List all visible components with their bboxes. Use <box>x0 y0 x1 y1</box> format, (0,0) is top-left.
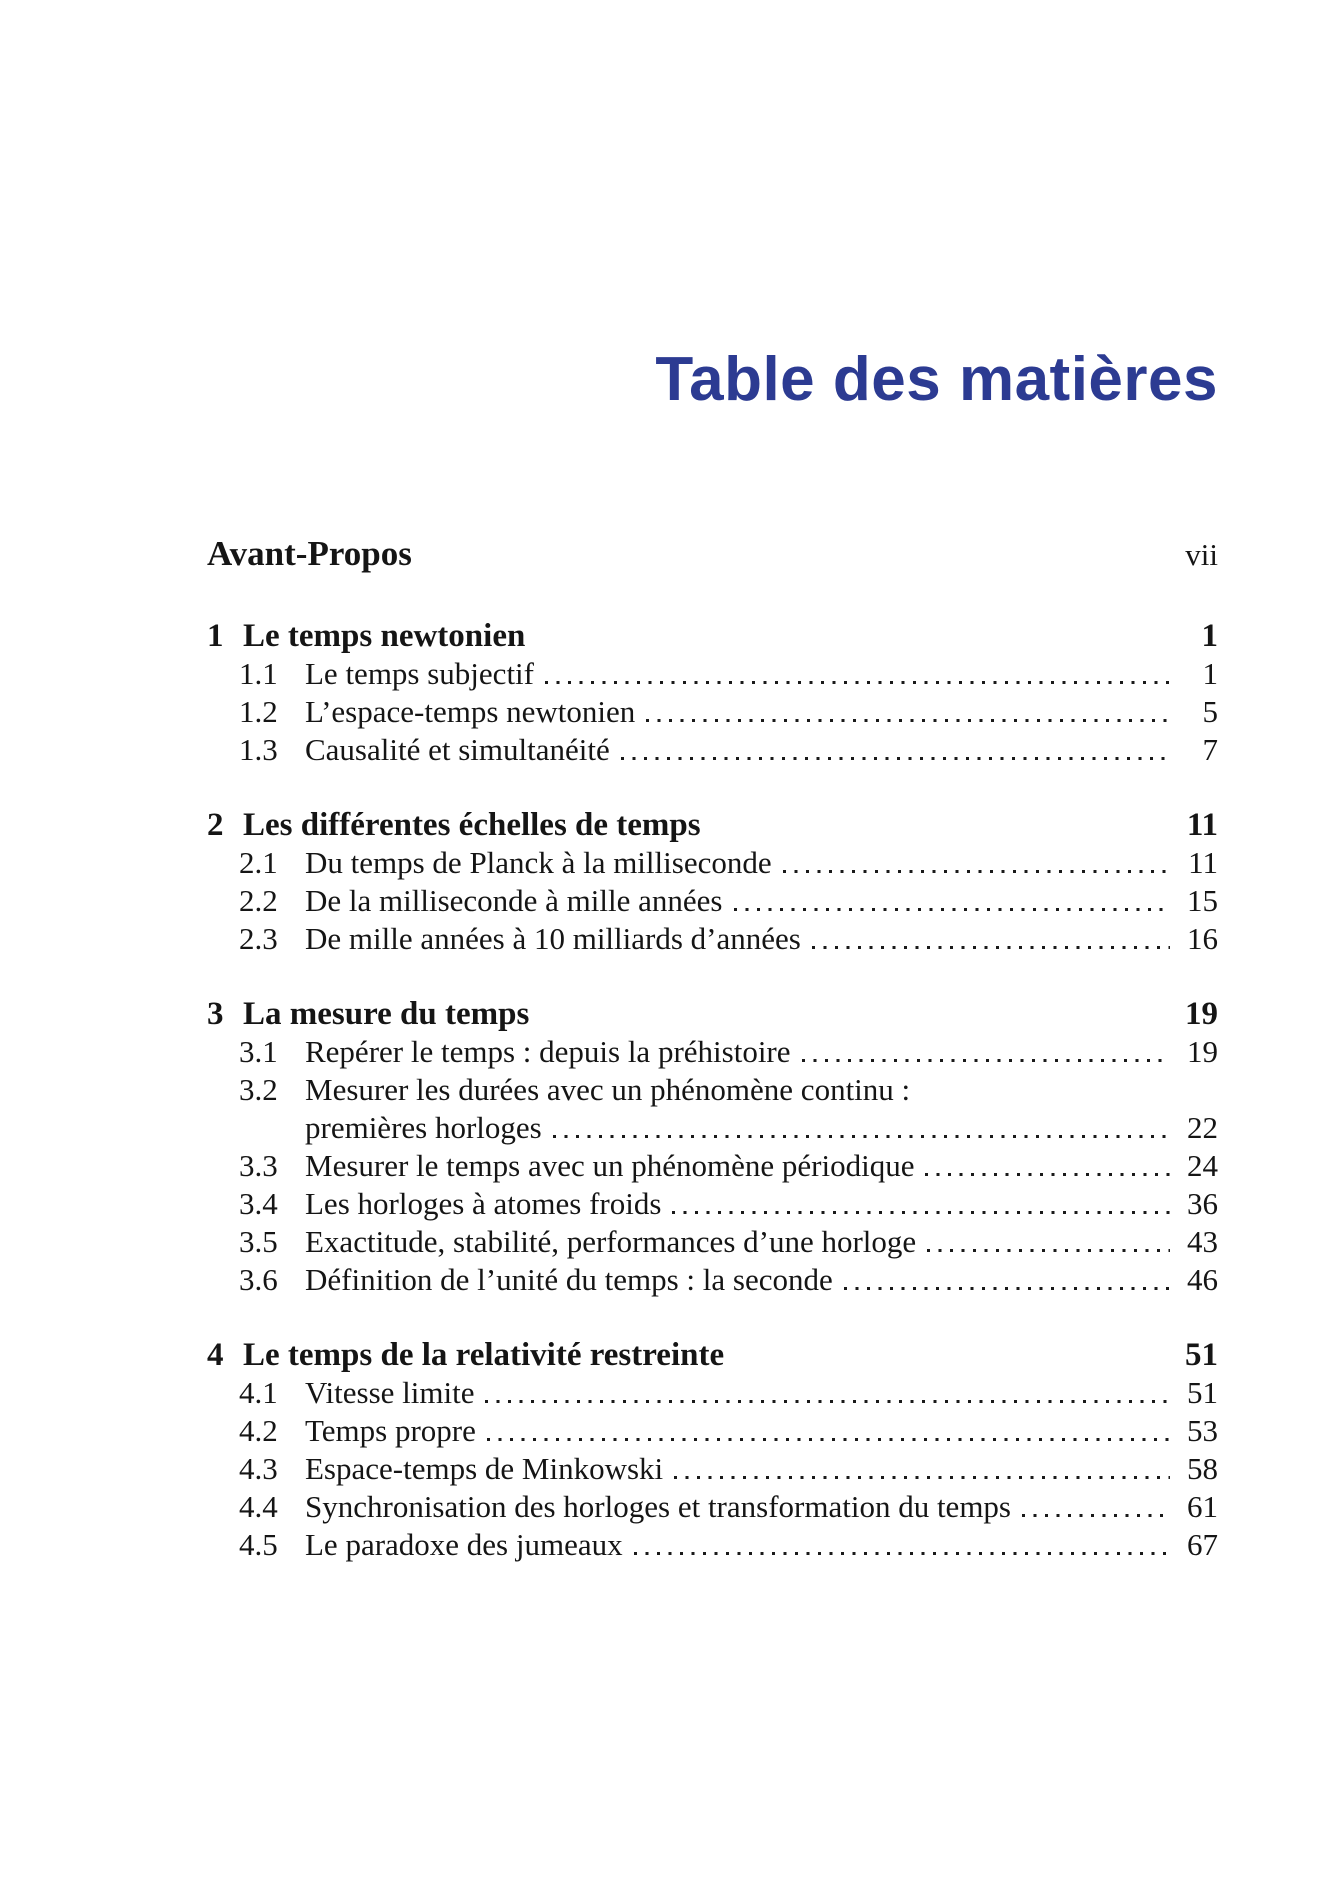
entry-page: 22 <box>1187 1110 1218 1145</box>
entry-number: 1.1 <box>239 656 278 691</box>
entry-number: 3.4 <box>239 1186 278 1221</box>
chapter-block <box>207 1336 1218 1564</box>
entry-number: 3 <box>207 996 224 1032</box>
entry-page: 19 <box>1187 1034 1218 1069</box>
entry-title: Définition de l’unité du temps : la seconde <box>305 1262 833 1297</box>
entry-page: 1 <box>1202 656 1218 691</box>
entry-page: 11 <box>1186 807 1218 843</box>
entry-page: 7 <box>1202 732 1218 767</box>
entry-number: 4.4 <box>239 1489 278 1524</box>
entry-title: Temps propre <box>305 1413 476 1448</box>
entry-title: Repérer le temps : depuis la préhistoire <box>305 1034 791 1069</box>
entry-number: 2.2 <box>239 883 278 918</box>
dot-leader <box>634 1552 1170 1555</box>
section-entry <box>207 882 1218 920</box>
entry-title: Le temps newtonien <box>243 618 526 654</box>
entry-title: L’espace-temps newtonien <box>305 694 636 729</box>
entry-page: 46 <box>1187 1262 1218 1297</box>
chapter-entry <box>207 995 1218 1033</box>
entry-number: 1.2 <box>239 694 278 729</box>
entry-number: 2.1 <box>239 845 278 880</box>
entry-title: Mesurer les durées avec un phénomène continu : <box>305 1072 911 1107</box>
entry-title: La mesure du temps <box>243 996 530 1032</box>
dot-leader <box>783 870 1170 873</box>
dot-leader <box>646 719 1170 722</box>
entry-number: 2.3 <box>239 921 278 956</box>
entry-number: 2 <box>207 807 224 843</box>
section-entry <box>207 1374 1218 1412</box>
entry-title: Du temps de Planck à la milliseconde <box>305 845 772 880</box>
entry-title: Les différentes échelles de temps <box>243 807 701 843</box>
chapter-entry <box>207 617 1218 655</box>
entry-page: 58 <box>1187 1451 1218 1486</box>
entry-page: vii <box>1185 537 1218 572</box>
dot-leader <box>553 1135 1170 1138</box>
entry-number: 3.1 <box>239 1034 278 1069</box>
page-title: Table des matières <box>655 345 1218 414</box>
entry-title: Le paradoxe des jumeaux <box>305 1527 623 1562</box>
entry-page: 19 <box>1185 996 1218 1032</box>
entry-title: Avant-Propos <box>207 534 412 573</box>
entry-page: 36 <box>1187 1186 1218 1221</box>
section-entry <box>207 1033 1218 1071</box>
entry-page: 43 <box>1187 1224 1218 1259</box>
entry-title: Le temps de la relativité restreinte <box>243 1337 725 1373</box>
entry-title: De la milliseconde à mille années <box>305 883 723 918</box>
entry-number: 3.3 <box>239 1148 278 1183</box>
entry-number: 4 <box>207 1337 224 1373</box>
entry-number: 3.2 <box>239 1072 278 1107</box>
dot-leader <box>802 1059 1170 1062</box>
dot-leader <box>734 908 1171 911</box>
chapter-entry <box>207 806 1218 844</box>
entry-title: De mille années à 10 milliards d’années <box>305 921 801 956</box>
entry-title: premières horloges <box>305 1110 542 1145</box>
entry-title: Vitesse limite <box>305 1375 475 1410</box>
entry-number: 4.2 <box>239 1413 278 1448</box>
entry-page: 51 <box>1187 1375 1218 1410</box>
dot-leader <box>485 1400 1170 1403</box>
entry-page: 5 <box>1202 694 1218 729</box>
section-entry <box>207 1261 1218 1299</box>
dot-leader <box>674 1476 1170 1479</box>
section-entry-line2 <box>207 1109 1218 1147</box>
section-entry <box>207 1412 1218 1450</box>
chapter-block <box>207 806 1218 958</box>
entry-number: 1 <box>207 618 224 654</box>
section-entry <box>207 1450 1218 1488</box>
entry-page: 15 <box>1187 883 1218 918</box>
section-entry <box>207 655 1218 693</box>
section-entry <box>207 844 1218 882</box>
section-entry <box>207 693 1218 731</box>
entry-page: 16 <box>1187 921 1218 956</box>
dot-leader <box>672 1211 1170 1214</box>
entry-number: 3.6 <box>239 1262 278 1297</box>
entry-title: Synchronisation des horloges et transformation du temps <box>305 1489 1011 1524</box>
entry-page: 1 <box>1201 618 1218 654</box>
entry-page: 61 <box>1187 1489 1218 1524</box>
dot-leader <box>545 681 1170 684</box>
toc-page <box>207 0 1218 1564</box>
entry-title: Causalité et simultanéité <box>305 732 610 767</box>
section-entry <box>207 731 1218 769</box>
dot-leader <box>925 1173 1170 1176</box>
frontmatter-entry <box>207 535 1218 574</box>
chapter-entry <box>207 1336 1218 1374</box>
dot-leader <box>927 1249 1170 1252</box>
section-entry <box>207 920 1218 958</box>
dot-leader <box>812 946 1170 949</box>
section-entry-line1 <box>207 1071 1218 1109</box>
entry-title: Le temps subjectif <box>305 656 534 691</box>
chapter-block <box>207 617 1218 769</box>
entry-number: 1.3 <box>239 732 278 767</box>
section-entry <box>207 1185 1218 1223</box>
section-entry <box>207 1488 1218 1526</box>
dot-leader <box>844 1287 1170 1290</box>
entry-page: 11 <box>1188 845 1218 880</box>
entry-page: 67 <box>1187 1527 1218 1562</box>
dot-leader <box>487 1438 1170 1441</box>
entry-page: 53 <box>1187 1413 1218 1448</box>
dot-leader <box>621 757 1170 760</box>
entry-title: Exactitude, stabilité, performances d’une horloge <box>305 1224 917 1259</box>
section-entry <box>207 1223 1218 1261</box>
entry-number: 3.5 <box>239 1224 278 1259</box>
section-entry <box>207 1526 1218 1564</box>
dot-leader <box>1022 1514 1170 1517</box>
entry-page: 24 <box>1187 1148 1218 1183</box>
entry-title: Les horloges à atomes froids <box>305 1186 662 1221</box>
entry-page: 51 <box>1185 1337 1218 1373</box>
entry-title: Espace-temps de Minkowski <box>305 1451 664 1486</box>
entry-number: 4.5 <box>239 1527 278 1562</box>
entry-number: 4.3 <box>239 1451 278 1486</box>
entry-title: Mesurer le temps avec un phénomène périodique <box>305 1148 915 1183</box>
chapter-block <box>207 995 1218 1299</box>
section-entry <box>207 1147 1218 1185</box>
entry-number: 4.1 <box>239 1375 278 1410</box>
